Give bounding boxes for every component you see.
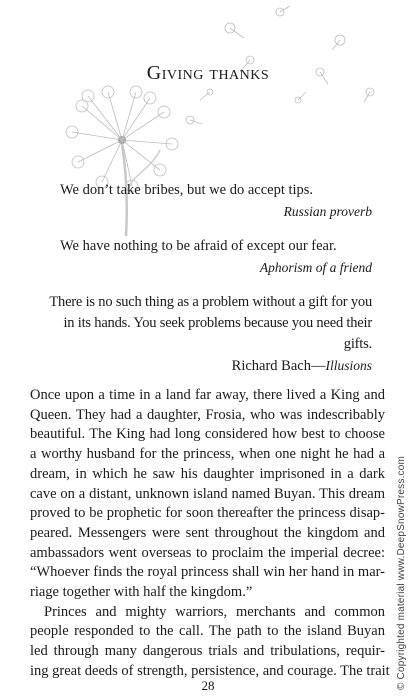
page-number: 28: [201, 678, 215, 693]
paragraph-1-line: “Whoever finds the royal princess shall win her hand in mar-: [30, 564, 385, 581]
paragraph-1-line: cave on a distant, unknown island named Buyan. This dream: [30, 485, 385, 502]
epigraph-text: We have nothing to be afraid of except our fear.: [60, 238, 337, 254]
epigraph-line: in its hands. You seek problems because you need their gifts.: [63, 315, 372, 352]
paragraph-1-line: dream, in which he saw his daughter imprisoned in a dark: [30, 465, 385, 482]
paragraph-2-line: Princes and mighty warriors, merchants and common: [44, 603, 385, 620]
copyright-watermark: © Copyrighted material www.DeepSnowPress.com: [396, 455, 407, 690]
epigraph-2: [60, 236, 372, 278]
paragraph-1-line: peared. Messengers were sent throughout the kingdom and: [30, 524, 385, 541]
epigraph-work: Illusions: [325, 358, 372, 373]
epigraph-attribution: Russian proverb: [283, 204, 372, 219]
epigraph-author: Richard Bach—: [231, 358, 326, 374]
epigraph-line: There is no such thing as a problem without a gift for you: [49, 294, 372, 310]
epigraph-text: We don’t take bribes, but we do accept tips.: [60, 182, 314, 198]
paragraph-1-line: Queen. They had a daughter, Frosia, who was indescribably: [30, 406, 385, 423]
paragraph-1-line: riage together with half the kingdom.”: [30, 584, 253, 601]
paragraph-1-line: proved to be prophetic for soon thereafter the princess disap-: [30, 505, 385, 522]
epigraph-attribution: Aphorism of a friend: [259, 260, 372, 275]
paragraph-2-line: people responded to the call. The path to the island Buyan: [30, 623, 385, 640]
paragraph-2-line: led through many dangerous trials and tribulations, requir-: [30, 643, 385, 660]
paragraph-1-line: Once upon a time in a land far away, there lived a King and: [30, 387, 385, 403]
paragraph-1-line: a worthy husband for the princess, when one night he had a: [30, 446, 385, 463]
epigraph-1: [60, 180, 372, 222]
paragraph-2-line: ing great deeds of strength, persistence, and courage. The trait: [30, 662, 390, 679]
epigraph-3: [40, 292, 372, 377]
paragraph-1-line: ambassadors went overseas to proclaim the imperial decree:: [30, 544, 385, 561]
epigraph-attribution: [40, 355, 372, 377]
chapter-title: Giving thanks: [146, 62, 270, 84]
paragraph-1-line: beautiful. The King had long considered how best to choose: [30, 426, 385, 443]
body-text: [30, 386, 390, 682]
